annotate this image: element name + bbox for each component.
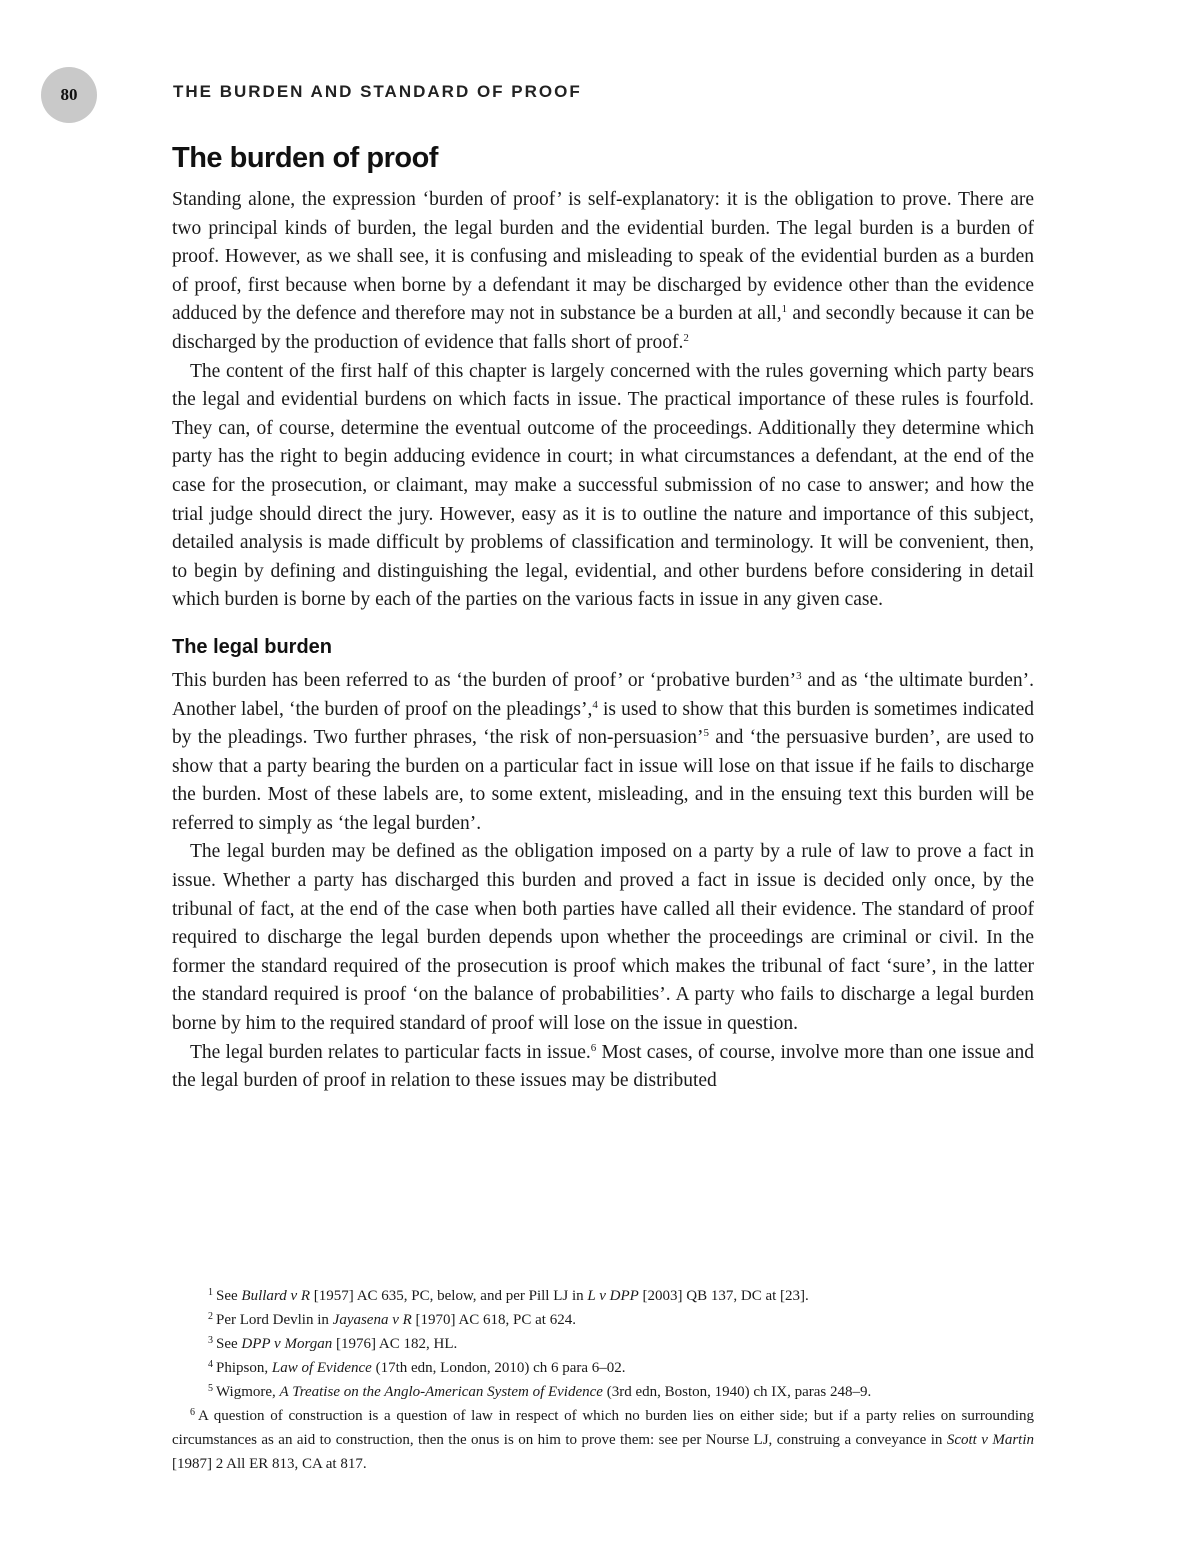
- footnote: $^1$ See Bullard v R [1957] AC 635, PC, below, and per Pill LJ in L v DPP [2003] QB 137, DC at [23].: [208, 1287, 809, 1304]
- footnote: $^6$ A question of construction is a question of law in respect of which no burden lies on either side; but if a party relies on surrounding circumstances as an aid to construction, then the onus is on him to prove them: see per Nourse LJ, construing a conveyance in Scott v Martin [1987] 2 All ER 813, CA at 817.: [172, 1407, 1034, 1472]
- paragraph: The legal burden may be defined as the obligation imposed on a party by a rule of law to prove a fact in issue. Whether a party has discharged this burden and proved a fact in issue is decided only once, by the tribunal of fact, at the end of the case when both parties have called all their evidence. The standard of proof required to discharge the legal burden depends upon whether the proceedings are criminal or civil. In the former the standard required of the prosecution is proof which makes the tribunal of fact ‘sure’, in the latter the standard required is proof ‘on the balance of probabilities’. A party who fails to discharge a legal burden borne by him to the required standard of proof will lose on the issue in question.: [172, 841, 1034, 1035]
- footnotes: [172, 1284, 1034, 1476]
- paragraph: The content of the first half of this chapter is largely concerned with the rules governing which party bears the legal and evidential burdens on which facts in issue. The practical importance of these rules is fourfold. They can, of course, determine the eventual outcome of the proceedings. Additionally they determine which party has the right to begin adducing evidence in court; in what circumstances a defendant, at the end of the case for the prosecution, or claimant, may make a successful submission of no case to answer; and how the trial judge should direct the jury. However, easy as it is to outline the nature and importance of this subject, detailed analysis is made difficult by problems of classification and terminology. It will be convenient, then, to begin by defining and distinguishing the legal, evidential, and other burdens before considering in detail which burden is borne by each of the parties on the various facts in issue in any given case.: [172, 360, 1034, 611]
- footnote: $^2$ Per Lord Devlin in Jayasena v R [1970] AC 618, PC at 624.: [208, 1311, 576, 1328]
- paragraph: The legal burden relates to particular facts in issue.$^6$ Most cases, of course, involve more than one issue and the legal burden of proof in relation to these issues may be distributed: [172, 1041, 1034, 1092]
- running-head: THE BURDEN AND STANDARD OF PROOF: [173, 82, 582, 101]
- paragraph: Standing alone, the expression ‘burden of proof’ is self-explanatory: it is the obligation to prove. There are two principal kinds of burden, the legal burden and the evidential burden. The legal burden is a burden of proof. However, as we shall see, it is confusing and misleading to speak of the evidential burden as a burden of proof, first because when borne by a defendant it may be discharged by evidence other than the evidence adduced by the defence and therefore may not in substance be a burden at all,$^1$ and secondly because it can be discharged by the production of evidence that falls short of proof.$^2$: [172, 189, 1034, 353]
- main-content: [172, 138, 1034, 1096]
- footnote-ref[interactable]: 4: [592, 698, 598, 711]
- section-title: The burden of proof: [172, 142, 438, 174]
- footnote: $^3$ See DPP v Morgan [1976] AC 182, HL.: [208, 1335, 458, 1352]
- footnote-ref[interactable]: 6: [590, 1041, 597, 1054]
- footnote-ref[interactable]: 3: [796, 669, 802, 682]
- paragraph: This burden has been referred to as ‘the burden of proof’ or ‘probative burden’$^3$ and as ‘the ultimate burden’. Another label, ‘the burden of proof on the pleadings’,$^4$ is used to show that this burden is sometimes indicated by the pleadings. Two further phrases, ‘the risk of non-persuasion’$^5$ and ‘the persuasive burden’, are used to show that a party bearing the burden on a particular fact in issue will lose on that issue if he fails to discharge the burden. Most of these labels are, to some extent, misleading, and in the ensuing text this burden will be referred to simply as ‘the legal burden’.: [172, 669, 1034, 834]
- footnote-ref[interactable]: 2: [683, 331, 689, 344]
- footnote-ref[interactable]: 5: [703, 727, 709, 740]
- footnote: $^5$ Wigmore, A Treatise on the Anglo-American System of Evidence (3rd edn, Boston, 1940) ch IX, paras 248–9.: [208, 1383, 872, 1400]
- page-number: 80: [41, 67, 97, 123]
- footnote: $^4$ Phipson, Law of Evidence (17th edn, London, 2010) ch 6 para 6–02.: [208, 1359, 626, 1376]
- subsection-title: The legal burden: [172, 635, 333, 658]
- footnote-ref[interactable]: 1: [781, 303, 788, 316]
